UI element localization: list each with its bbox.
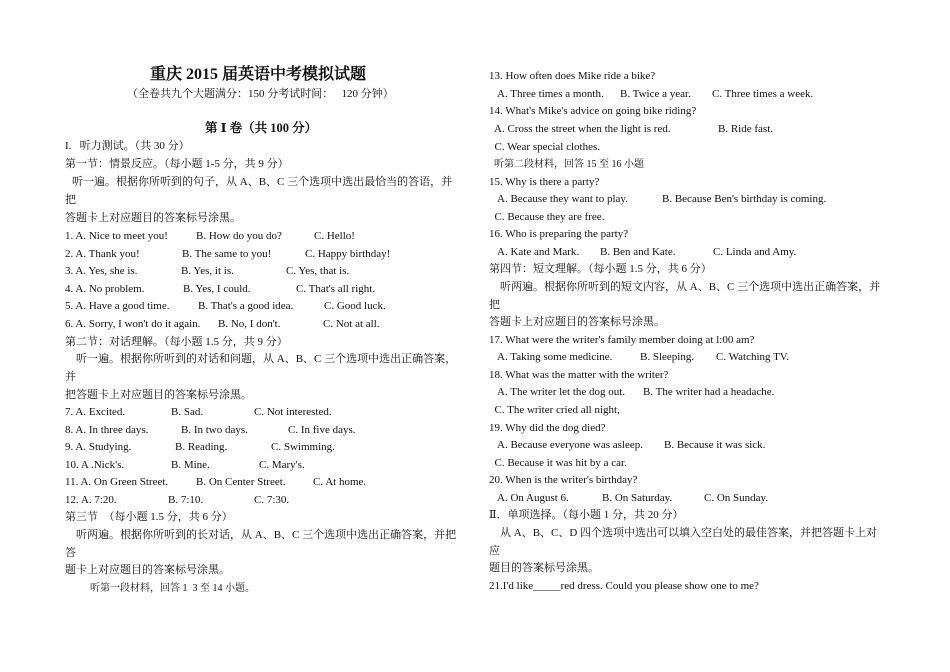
instruction-text: 听一遍。根据你所听到的对话和问题，从 A、B、C 三个选项中选出正确答案， — [76, 353, 457, 365]
instruction-text: 答 — [65, 547, 76, 559]
option-c: C. On Sunday. — [704, 492, 769, 504]
option-a: 3. A. Yes, she is. — [65, 265, 138, 277]
part-heading: 第 Ⅰ 卷（共 100 分） — [205, 121, 318, 135]
subsection-heading: 第二节：对话理解。（每小题 1.5 分，共 9 分） — [65, 336, 288, 348]
option-b: B. No, I don't. — [218, 318, 281, 330]
option-c: C. Not interested. — [254, 406, 332, 418]
option-c: C. Because they are free. — [489, 211, 605, 223]
option-b: B. Twice a year. — [620, 88, 691, 100]
instruction-text: 答题卡上对应题目的答案标号涂黑。 — [489, 316, 665, 328]
option-a: 11. A. On Green Street. — [65, 476, 169, 488]
option-a: A. Because they want to play. — [497, 193, 628, 205]
listening-note: 听第一段材料，回答 1 3 至 14 小题。 — [90, 583, 255, 594]
option-c: C. Happy birthday! — [305, 248, 391, 260]
option-a: 12. A. 7:20. — [65, 494, 117, 506]
option-a: A. Cross the street when the light is red. — [494, 123, 671, 135]
option-a: 1. A. Nice to meet you! — [65, 230, 168, 242]
option-c: C. In five days. — [288, 424, 356, 436]
option-a: 6. A. Sorry, I won't do it again. — [65, 318, 201, 330]
page-title: 重庆 2015 届英语中考模拟试题 — [150, 66, 367, 83]
option-c: C. 7:30. — [254, 494, 290, 506]
option-b: B. 7:10. — [168, 494, 204, 506]
instruction-text: 答题卡上对应题目的答案标号涂黑。 — [65, 212, 241, 224]
option-c: C. Mary's. — [259, 459, 305, 471]
question-text: 13. How often does Mike ride a bike? — [489, 70, 656, 82]
instruction-text: 并 — [65, 371, 76, 383]
option-a: A. Kate and Mark. — [497, 246, 580, 258]
listening-note: 听第二段材料，回答 15 至 16 小题 — [489, 159, 644, 170]
instruction-text: 把 — [489, 299, 500, 311]
section-heading: Ⅱ．单项选择。（每小题 1 分，共 20 分） — [489, 509, 684, 521]
option-c: C. Linda and Amy. — [713, 246, 797, 258]
option-c: C. At home. — [313, 476, 367, 488]
option-c: C. Because it was hit by a car. — [489, 457, 627, 469]
option-b: B. Ride fast. — [718, 123, 773, 135]
option-b: B. Mine. — [171, 459, 210, 471]
option-c: C. Wear special clothes. — [489, 141, 601, 153]
exam-subtitle: （全卷共九个大题满分：150 分考试时间： 120 分钟） — [127, 88, 394, 100]
instruction-text: 把 — [65, 194, 76, 206]
option-a: 4. A. No problem. — [65, 283, 145, 295]
question-text: 19. Why did the dog died? — [489, 422, 606, 434]
subsection-heading: 第四节：短文理解。（每小题 1.5 分，共 6 分） — [489, 263, 712, 275]
option-a: 7. A. Excited. — [65, 406, 126, 418]
question-text: 21.I'd like_____red dress. Could you please show one to me? — [489, 580, 759, 592]
option-b: B. How do you do? — [196, 230, 282, 242]
question-text: 15. Why is there a party? — [489, 176, 600, 188]
subsection-heading: 第三节 （每小题 1.5 分，共 6 分） — [65, 511, 233, 523]
question-text: 20. When is the writer's birthday? — [489, 474, 638, 486]
option-a: A. Three times a month. — [497, 88, 604, 100]
instruction-text: 听两遍。根据你所听到的短文内容，从 A、B、C 三个选项中选出正确答案，并 — [489, 281, 881, 293]
question-text: 14. What's Mike's advice on going bike riding? — [489, 105, 697, 117]
question-text: 17. What were the writer's family member doing at l:00 am? — [489, 334, 755, 346]
option-c: C. Yes, that is. — [286, 265, 350, 277]
option-c: C. Swimming. — [271, 441, 335, 453]
instruction-text: 把答题卡上对应题目的答案标号涂黑。 — [65, 389, 252, 401]
option-a: 2. A. Thank you! — [65, 248, 140, 260]
option-a: A. Taking some medicine. — [497, 351, 613, 363]
option-a: 10. A .Nick's. — [65, 459, 125, 471]
option-b: B. Yes, it is. — [181, 265, 234, 277]
option-b: B. Sleeping. — [640, 351, 695, 363]
option-b: B. That's a good idea. — [198, 300, 294, 312]
option-a: A. On August 6. — [497, 492, 569, 504]
instruction-text: 应 — [489, 545, 500, 557]
option-b: B. Sad. — [171, 406, 204, 418]
option-a: A. Because everyone was asleep. — [497, 439, 643, 451]
option-b: B. Because it was sick. — [664, 439, 766, 451]
option-b: B. On Center Street. — [196, 476, 286, 488]
option-a: 9. A. Studying. — [65, 441, 132, 453]
option-c: C. Three times a week. — [712, 88, 814, 100]
instruction-text: 从 A、B、C、D 四个选项中选出可以填入空白处的最佳答案，并把答题卡上对 — [489, 527, 878, 539]
option-c: C. The writer cried all night, — [489, 404, 620, 416]
option-b: B. Reading. — [175, 441, 228, 453]
instruction-text: 题目的答案标号涂黑。 — [489, 562, 599, 574]
instruction-text: 听一遍。根据你所听到的句子，从 A、B、C 三个选项中选出最恰当的答语，并 — [72, 176, 453, 188]
option-b: B. Because Ben's birthday is coming. — [662, 193, 827, 205]
option-c: C. Good luck. — [324, 300, 386, 312]
option-c: C. Hello! — [314, 230, 355, 242]
option-b: B. The writer had a headache. — [643, 386, 775, 398]
option-c: C. That's all right. — [296, 283, 376, 295]
option-a: 8. A. In three days. — [65, 424, 149, 436]
option-b: B. In two days. — [181, 424, 248, 436]
option-b: B. The same to you! — [182, 248, 272, 260]
option-c: C. Not at all. — [323, 318, 380, 330]
instruction-text: 题卡上对应题目的答案标号涂黑。 — [65, 564, 230, 576]
question-text: 16. Who is preparing the party? — [489, 228, 629, 240]
option-b: B. On Saturday. — [602, 492, 673, 504]
option-b: B. Yes, I could. — [183, 283, 251, 295]
option-a: 5. A. Have a good time. — [65, 300, 170, 312]
option-a: A. The writer let the dog out. — [497, 386, 626, 398]
instruction-text: 听两遍。根据你所听到的长对话，从 A、B、C 三个选项中选出正确答案，并把 — [76, 529, 457, 541]
option-b: B. Ben and Kate. — [600, 246, 676, 258]
option-c: C. Watching TV. — [716, 351, 790, 363]
question-text: 18. What was the matter with the writer? — [489, 369, 669, 381]
subsection-heading: 第一节：情景反应。（每小题 1-5 分，共 9 分） — [65, 158, 289, 170]
section-heading: I. 听力测试。（共 30 分） — [65, 140, 190, 152]
